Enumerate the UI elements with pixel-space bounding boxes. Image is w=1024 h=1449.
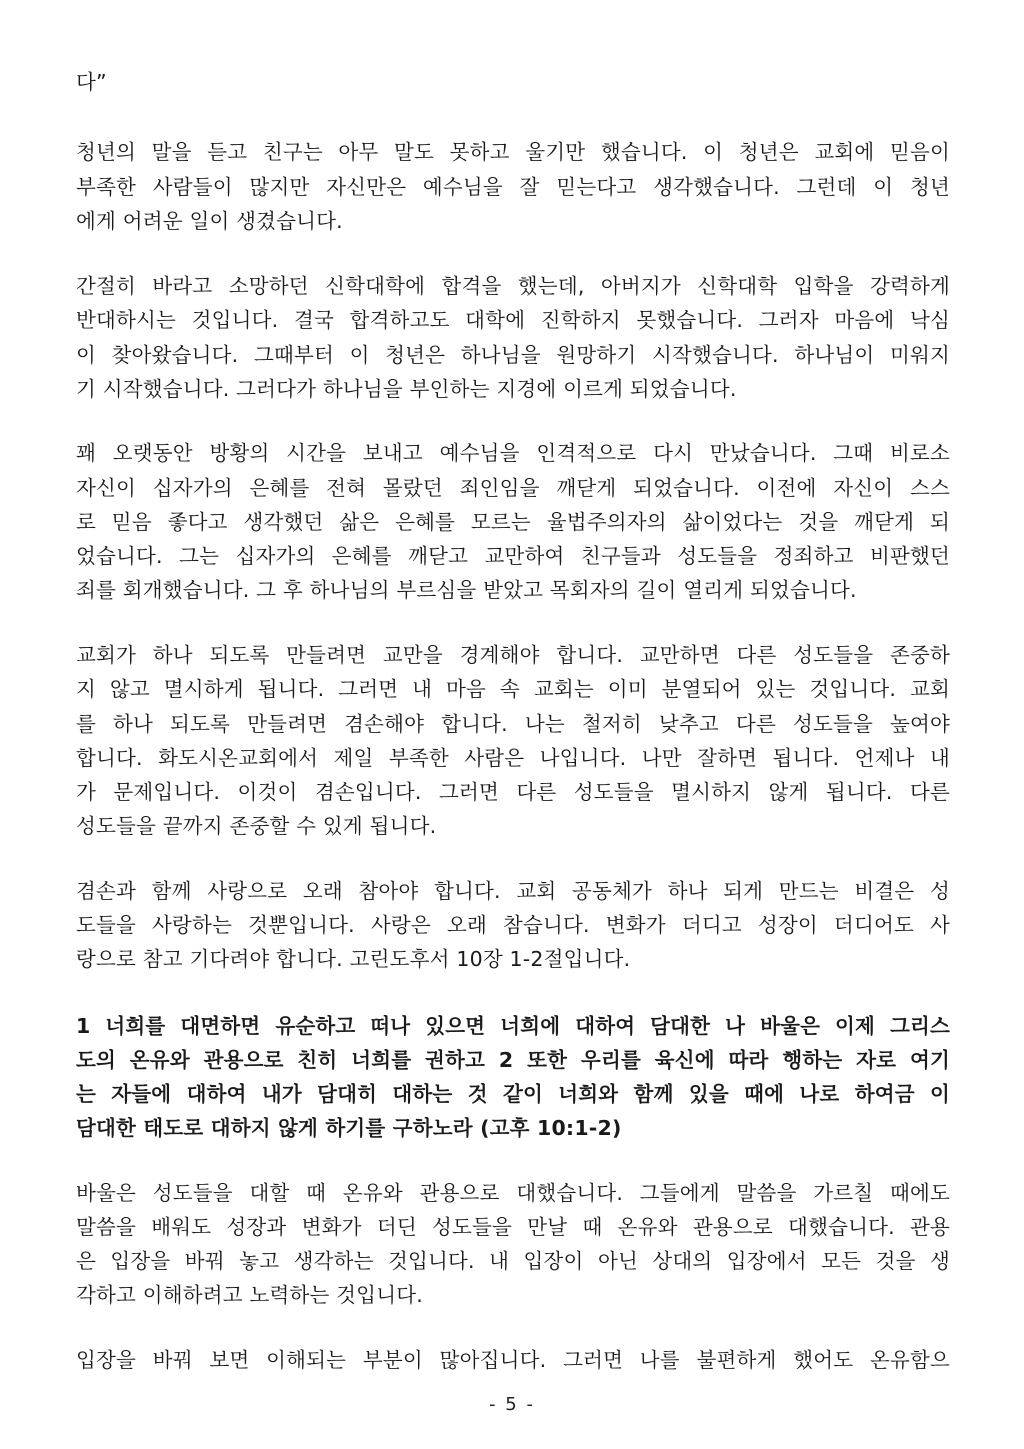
text-line: 청년의 말을 듣고 친구는 아무 말도 못하고 울기만 했습니다. 이 청년은 교회에 믿음이 (76, 140, 950, 164)
text-line: 지 않고 멸시하게 됩니다. 그러면 내 마음 속 교회는 이미 분열되어 있는 것입니다. 교회 (76, 677, 950, 701)
text-line: 었습니다. 그는 십자가의 은혜를 깨닫고 교만하여 친구들과 성도들을 정죄하고 비판했던 (76, 544, 950, 568)
text-line: 기 시작했습니다. 그러다가 하나님을 부인하는 지경에 이르게 되었습니다. (76, 377, 737, 401)
scripture-line: 1 너희를 대면하면 유순하고 떠나 있으면 너희에 대하여 담대한 나 바울은 이제 그리스 (76, 1014, 950, 1038)
text-line: 성도들을 끝까지 존중할 수 있게 됩니다. (76, 814, 437, 838)
text-line: 로 믿음 좋다고 생각했던 삶은 은혜를 모르는 율법주의자의 삶이었다는 것을 깨닫게 되 (76, 510, 950, 534)
text-line: 겸손과 함께 사랑으로 오래 참아야 합니다. 교회 공동체가 하나 되게 만드는 비결은 성 (76, 879, 950, 903)
text-line: 를 하나 되도록 만들려면 겸손해야 합니다. 나는 철저히 낮추고 다른 성도들을 높여야 (76, 712, 950, 736)
text-line: 바울은 성도들을 대할 때 온유와 관용으로 대했습니다. 그들에게 말씀을 가르칠 때에도 (76, 1181, 950, 1205)
text-line: 교회가 하나 되도록 만들려면 교만을 경계해야 합니다. 교만하면 다른 성도들을 존중하 (76, 643, 950, 667)
page-number: - 5 - (489, 1394, 535, 1415)
text-line: 도들을 사랑하는 것뿐입니다. 사랑은 오래 참습니다. 변화가 더디고 성장이 더디어도 사 (76, 913, 950, 937)
text-line: 자신이 십자가의 은혜를 전혀 몰랐던 죄인임을 깨닫게 되었습니다. 이전에 자신이 스스 (76, 476, 950, 500)
text-line: 각하고 이해하려고 노력하는 것입니다. (76, 1283, 423, 1307)
text-line: 에게 어려운 일이 생겼습니다. (76, 209, 343, 233)
text-line: 랑으로 참고 기다려야 합니다. 고린도후서 10장 1-2절입니다. (76, 947, 631, 971)
text-line: 반대하시는 것입니다. 결국 합격하고도 대학에 진학하지 못했습니다. 그러자 마음에 낙심 (76, 308, 950, 332)
text-line: 입장을 바꿔 보면 이해되는 부분이 많아집니다. 그러면 나를 불편하게 했어도 온유함으 (76, 1348, 950, 1372)
text-line: 은 입장을 바꿔 놓고 생각하는 것입니다. 내 입장이 아닌 상대의 입장에서 모든 것을 생 (76, 1249, 950, 1273)
text-line: 이 찾아왔습니다. 그때부터 이 청년은 하나님을 원망하기 시작했습니다. 하나님이 미워지 (76, 343, 950, 367)
text-line: 다” (76, 70, 107, 94)
text-line: 간절히 바라고 소망하던 신학대학에 합격을 했는데, 아버지가 신학대학 입학을 강력하게 (76, 274, 950, 298)
scripture-line: 담대한 태도로 대하지 않게 하기를 구하노라 (고후 10:1-2) (76, 1116, 622, 1140)
scripture-line: 도의 온유와 관용으로 친히 너희를 권하고 2 또한 우리를 육신에 따라 행하는 자로 여기 (76, 1048, 950, 1072)
scripture-line: 는 자들에 대하여 내가 담대히 대하는 것 같이 너희와 함께 있을 때에 나로 하여금 이 (76, 1082, 950, 1106)
text-line: 죄를 회개했습니다. 그 후 하나님의 부르심을 받았고 목회자의 길이 열리게 되었습니다. (76, 578, 857, 602)
text-line: 가 문제입니다. 이것이 겸손입니다. 그러면 다른 성도들을 멸시하지 않게 됩니다. 다른 (76, 780, 950, 804)
text-line: 부족한 사람들이 많지만 자신만은 예수님을 잘 믿는다고 생각했습니다. 그런데 이 청년 (76, 175, 950, 199)
text-line: 꽤 오랫동안 방황의 시간을 보내고 예수님을 인격적으로 다시 만났습니다. 그때 비로소 (76, 441, 950, 465)
text-line: 합니다. 화도시온교회에서 제일 부족한 사람은 나입니다. 나만 잘하면 됩니다. 언제나 내 (76, 746, 950, 770)
text-line: 말씀을 배워도 성장과 변화가 더딘 성도들을 만날 때 온유와 관용으로 대했습니다. 관용 (76, 1215, 950, 1239)
